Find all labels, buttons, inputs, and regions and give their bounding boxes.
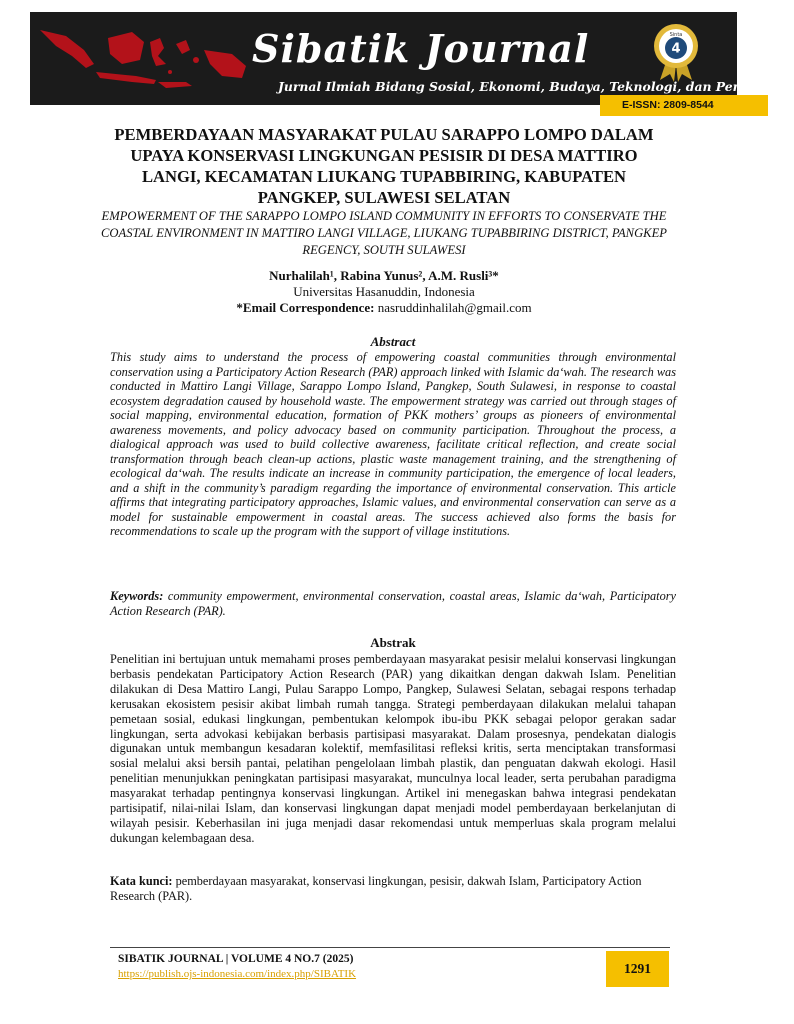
kata-kunci [110, 874, 676, 904]
abstract-body: This study aims to understand the process of empowering coastal communities through environmental conservation using a Participatory Action Research (PAR) approach linked with Islamic da‘wah. The research was conducted in Mattiro Langi Village, Sarappo Lompo Island, Pangkep, South Sulawesi, in response to coastal ecosystem degradation caused by household waste. The empowerment strategy was carried out through stages of social mapping, environmental education, formation of PKK mothers’ groups as pioneers of environmental awareness movements, and policy advocacy based on community participation. Throughout the process, a dialogical approach was used to build collective awareness, facilitate critical reflection, and create social transformation through beach clean-up actions, plastic waste management training, and the strengthening of ecological da‘wah. The results indicate an increase in community participation, the emergence of local leaders, and a shift in the community’s paradigm regarding the importance of environmental conservation. This article affirms that integrating participatory approaches, Islamic values, and environmental conservation can serve as a model for sustainable empowerment in coastal areas. The success achieved also forms the basis for recommendations to scale up the program with the support of village institutions. [110, 350, 676, 538]
abstract-heading: Abstract [370, 334, 416, 349]
keywords [110, 589, 676, 619]
keywords-text: community empowerment, environmental conservation, coastal areas, Islamic da‘wah, Participatory Action Research (PAR). [110, 589, 676, 618]
email-label: *Email Correspondence: [236, 300, 375, 315]
footer-journal-link[interactable]: https://publish.ojs-indonesia.com/index.php/SIBATIK [118, 968, 357, 980]
author-names: Nurhalilah¹, Rabina Yunus², A.M. Rusli³* [269, 268, 499, 283]
badge-number: 4 [671, 41, 681, 57]
page-number: 1291 [606, 951, 669, 987]
issn-label: E-ISSN: 2809-8544 [600, 95, 768, 116]
author-block [100, 268, 668, 316]
abstrak-body: Penelitian ini bertujuan untuk memahami proses pemberdayaan masyarakat pesisir melalui konservasi lingkungan berbasis pendekatan Participatory Action Research (PAR) yang dikaitkan dengan dakwah Islam. Penelitian dilakukan di Desa Mattiro Langi, Pulau Sarappo Lompo, Pangkep, Sulawesi Selatan, sebagai respons terhadap kerusakan ekosistem pesisir akibat limbah rumah tangga. Strategi pemberdayaan dilakukan melalui tahapan pemetaan sosial, edukasi lingkungan, pembentukan kelompok ibu-ibu PKK sebagai pelopor gerakan sadar lingkungan, serta advokasi kebijakan berbasis partisipasi masyarakat. Dalam prosesnya, pendekatan dialogis digunakan untuk membangun kesadaran kolektif, memfasilitasi refleksi kritis, serta menciptakan transformasi sosial melalui aksi bersih pantai, pelatihan pengelolaan limbah plastik, dan penguatan dakwah ekologi. Hasil penelitian menunjukkan peningkatan partisipasi masyarakat, munculnya local leader, serta perubahan paradigma masyarakat terhadap pentingnya konservasi lingkungan. Artikel ini menegaskan bahwa integrasi pendekatan partisipatif, nilai-nilai Islam, dan konservasi lingkungan dapat menjadi model pemberdayaan berkelanjutan di wilayah pesisir. Keberhasilan ini juga menjadi dasar rekomendasi untuk memperluas skala program melalui dukungan kelembagaan desa. [110, 652, 676, 845]
article-title-indonesian: PEMBERDAYAAN MASYARAKAT PULAU SARAPPO LOMPO DALAM UPAYA KONSERVASI LINGKUNGAN PESISIR DI DESA MATTIRO LANGI, KECAMATAN LIUKANG TUPABBIRING, KABUPATEN PANGKEP, SULAWESI SELATAN [114, 125, 654, 207]
email-correspondence [100, 300, 668, 316]
journal-name: Sibatik Journal [252, 26, 590, 71]
keywords-label: Keywords: [110, 589, 164, 603]
article-title-english: EMPOWERMENT OF THE SARAPPO LOMPO ISLAND COMMUNITY IN EFFORTS TO CONSERVATE THE COASTAL ENVIRONMENT IN MATTIRO LANGI VILLAGE, LIUKANG TUPABBIRING DISTRICT, PANGKEP REGENCY, SOUTH SULAWESI [101, 209, 667, 257]
journal-banner [30, 12, 794, 105]
abstrak-heading: Abstrak [370, 635, 416, 650]
footer-journal-info: SIBATIK JOURNAL | VOLUME 4 NO.7 (2025) [118, 953, 354, 965]
email-address[interactable]: nasruddinhalilah@gmail.com [374, 300, 532, 315]
footer-divider [110, 947, 670, 948]
sinta-badge-icon [650, 22, 702, 82]
affiliation: Universitas Hasanuddin, Indonesia [293, 284, 475, 299]
badge-label: Sinta [669, 32, 683, 38]
journal-subtitle: Jurnal Ilmiah Bidang Sosial, Ekonomi, Budaya, Teknologi, dan Pendidikan [278, 79, 794, 94]
kata-kunci-label: Kata kunci: [110, 874, 173, 888]
indonesia-map-icon [36, 20, 251, 100]
kata-kunci-text: pemberdayaan masyarakat, konservasi lingkungan, pesisir, dakwah Islam, Participatory Action Research (PAR). [110, 874, 642, 903]
